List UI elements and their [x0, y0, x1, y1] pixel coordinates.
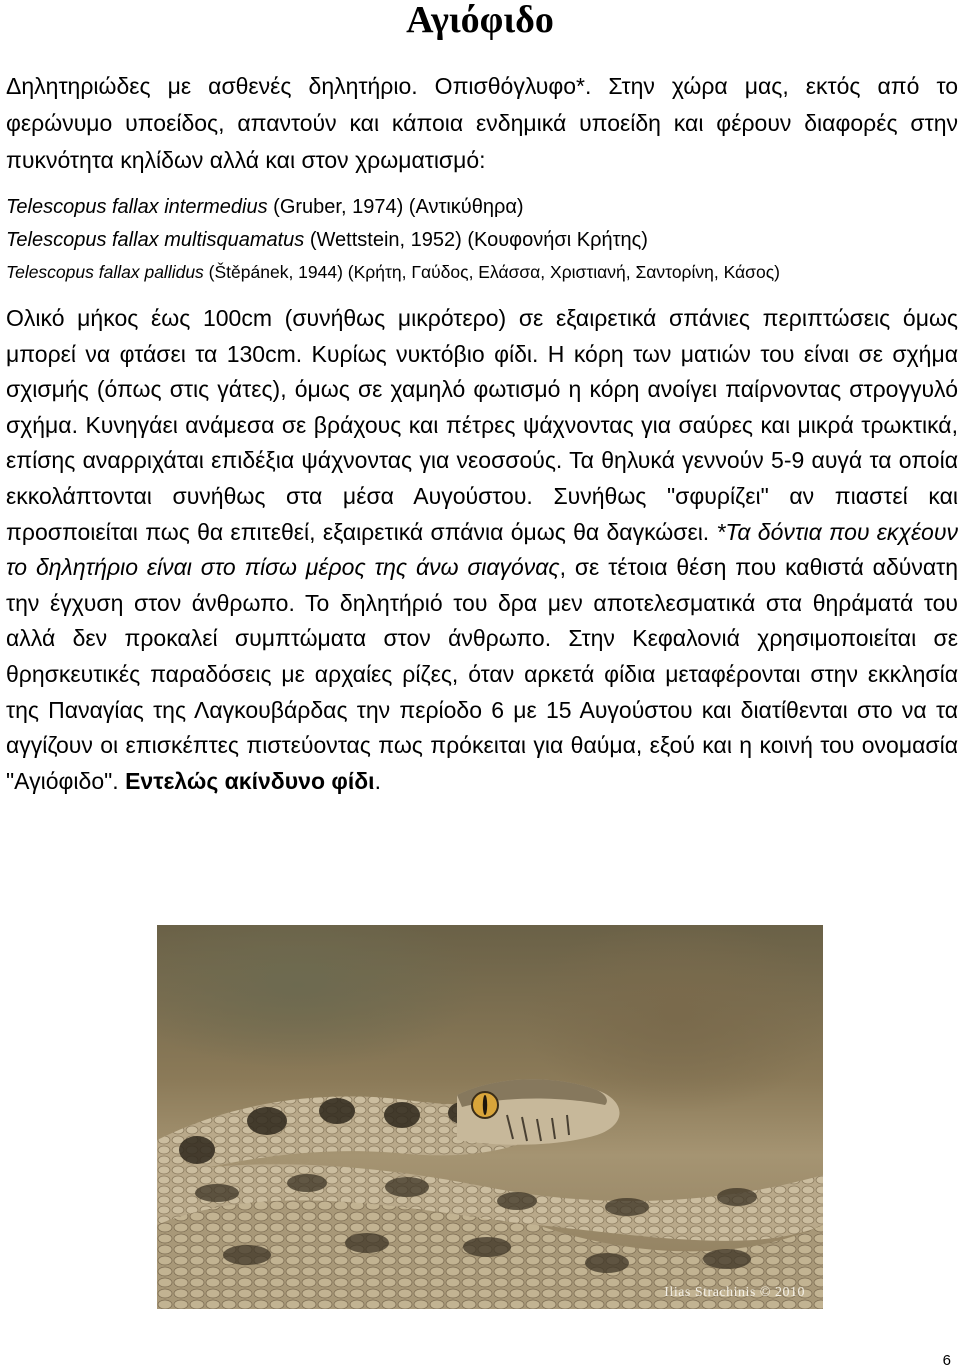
- description-bold-text: Εντελώς ακίνδυνο φίδι: [125, 767, 375, 794]
- photo-credit: Ilias Strachinis © 2010: [664, 1285, 805, 1300]
- subspecies-item: [6, 229, 648, 252]
- subspecies-name: Telescopus fallax intermedius: [6, 196, 268, 218]
- subspecies-item: [6, 196, 524, 219]
- snake-photo: [157, 925, 823, 1309]
- description-text-continued: , σε τέτοια θέση που καθιστά αδύνατη την έγχυση στον άνθρωπο. Το δηλητήριό του δρα μεν αποτελεσματικά στα θηράματά του αλλά δεν προκαλεί συμπτώματα στον άνθρωπο. Στην Κεφαλονιά χρησιμοποιείται σε θρησκευτικές παραδόσεις με αρχαίες ρίζες, όταν αρκετά φίδια μεταφέρονται στην εκκλησία της Παναγίας της Λαγκουβάρδας την περίοδο 6 με 15 Αυγούστου και διατίθενται στο να τα αγγίζουν οι επισκέπτες πιστεύοντας πως πρόκειται για θαύμα, εξού και η κοινή του ονομασία "Αγιόφιδο".: [6, 554, 958, 794]
- snake-illustration: [157, 925, 823, 1309]
- intro-paragraph: Δηλητηριώδες με ασθενές δηλητήριο. Οπισθόγλυφο*. Στην χώρα μας, εκτός από το φερώνυμο υποείδος, απαντούν και κάποια ενδημικά υποείδη και φέρουν διαφορές στην πυκνότητα κηλίδων αλλά και στον χρωματισμό:: [6, 73, 958, 173]
- page-number: 6: [942, 1352, 951, 1369]
- description-text: Ολικό μήκος έως 100cm (συνήθως μικρότερο) σε εξαιρετικά σπάνιες περιπτώσεις όμως μπορεί να φτάσει τα 130cm. Κυρίως νυκτόβιο φίδι. Η κόρη των ματιών του είναι σε σχήμα σχισμής (όπως στις γάτες), όμως σε χαμηλό φωτισμό η κόρη ανοίγει παίρνοντας στρογγυλό σχήμα. Κυνηγάει ανάμεσα σε βράχους και πέτρες ψάχνοντας για σαύρες και μικρά τρωκτικά, επίσης αναρριχάται επιδέξια ψάχνοντας για νεοσσούς. Τα θηλυκά γεννούν 5-9 αυγά τα οποία εκκολάπτονται συνήθως στα μέσα Αυγούστου. Συνήθως "σφυρίζει" αν πιαστεί και προσποιείται πως θα επιτεθεί, εξαιρετικά σπάνια όμως θα δαγκώσει.: [6, 305, 958, 545]
- description-end: .: [374, 767, 381, 794]
- description-italic-text: *Τα δόντια που εκχέουν το δηλητήριο είναι στο πίσω μέρος της άνω σιαγόνας: [6, 518, 958, 581]
- description-paragraph: [6, 301, 958, 799]
- subspecies-name: Telescopus fallax multisquamatus: [6, 229, 305, 251]
- page-title: Αγιόφιδο: [406, 0, 554, 41]
- subspecies-item: [6, 262, 780, 283]
- subspecies-name: Telescopus fallax pallidus: [6, 262, 204, 282]
- subspecies-detail: (Wettstein, 1952) (Κουφονήσι Κρήτης): [304, 229, 648, 251]
- subspecies-detail: (Gruber, 1974) (Αντικύθηρα): [267, 196, 524, 218]
- subspecies-detail: (Štěpánek, 1944) (Κρήτη, Γαύδος, Ελάσσα, Χριστιανή, Σαντορίνη, Κάσος): [203, 262, 780, 282]
